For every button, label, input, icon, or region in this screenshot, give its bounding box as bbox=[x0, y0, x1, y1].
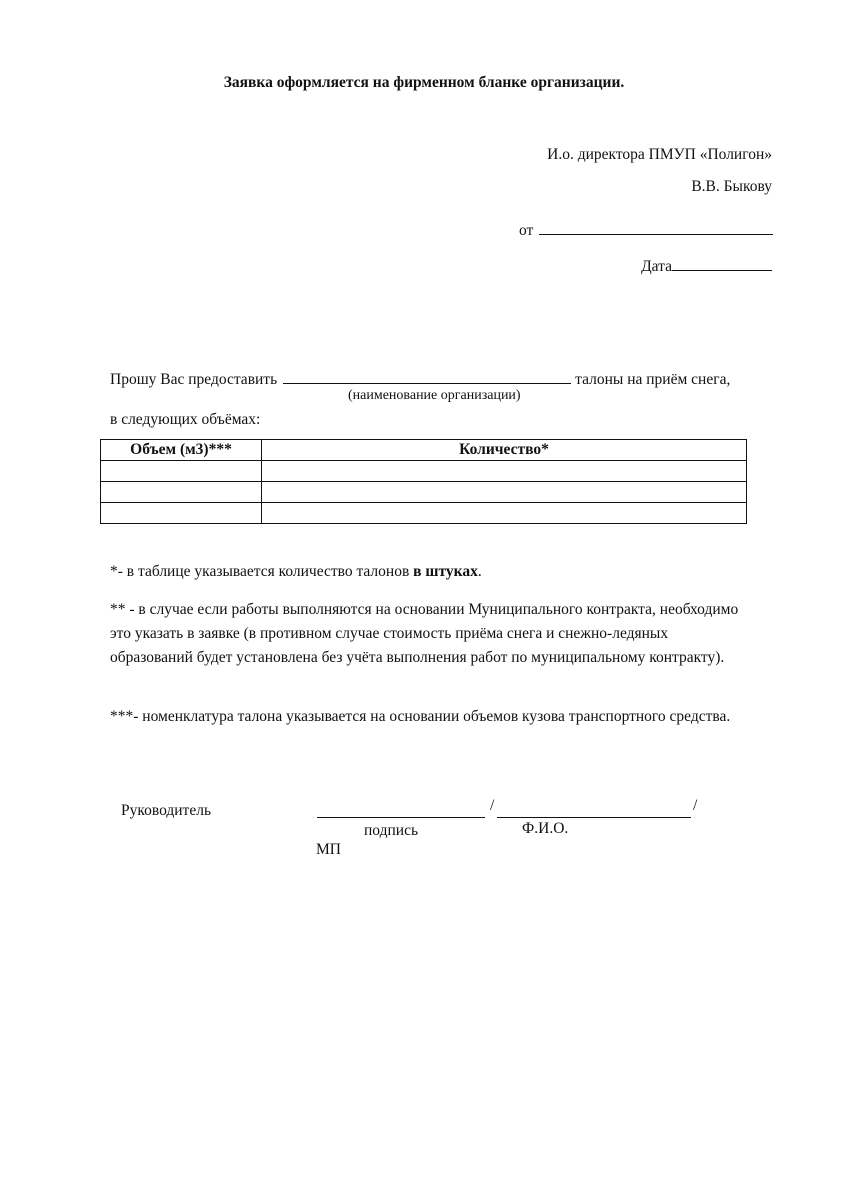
request-prefix: Прошу Вас предоставить bbox=[110, 371, 278, 388]
table-row bbox=[101, 482, 747, 503]
fio-hint: Ф.И.О. bbox=[522, 820, 569, 837]
header-volume: Объем (м3)*** bbox=[101, 440, 262, 461]
organization-hint: (наименование организации) bbox=[348, 388, 521, 403]
footnote-1-bold: в штуках bbox=[413, 563, 478, 580]
volume-cell[interactable] bbox=[101, 461, 262, 482]
document-title: Заявка оформляется на фирменном бланке организации. bbox=[223, 74, 625, 91]
from-blank-line[interactable] bbox=[539, 220, 773, 235]
quantity-cell[interactable] bbox=[262, 503, 747, 524]
organization-blank-line[interactable] bbox=[283, 369, 571, 384]
volume-cell[interactable] bbox=[101, 503, 262, 524]
volumes-table bbox=[100, 439, 747, 524]
stamp-label: МП bbox=[316, 841, 341, 858]
signature-end-slash: / bbox=[693, 797, 698, 814]
addressee-position: И.о. директора ПМУП «Полигон» bbox=[547, 146, 772, 163]
table-row bbox=[101, 503, 747, 524]
from-field bbox=[519, 220, 773, 240]
footnote-2: ** - в случае если работы выполняются на основании Муниципального контракта, необходимо это указать в заявке (в противном случае стоимость приёма снега и снежно-ледяных образований будет установлена без учёта выполнения работ по муниципальному контракту). bbox=[110, 601, 739, 666]
addressee-name: В.В. Быкову bbox=[691, 178, 772, 195]
signature-blank-line[interactable] bbox=[317, 817, 485, 818]
footnote-1 bbox=[110, 563, 482, 581]
table-row bbox=[101, 461, 747, 482]
footnote-1-suffix: . bbox=[477, 563, 482, 580]
from-label: от bbox=[519, 222, 534, 239]
date-label: Дата bbox=[641, 258, 672, 275]
volume-cell[interactable] bbox=[101, 482, 262, 503]
date-blank-line[interactable] bbox=[672, 256, 772, 271]
fio-blank-line[interactable] bbox=[497, 817, 691, 818]
table-header-row bbox=[101, 440, 747, 461]
date-field bbox=[641, 256, 772, 276]
footnote-3: ***- номенклатура талона указывается на основании объемов кузова транспортного средства. bbox=[110, 708, 731, 725]
signature-hint: подпись bbox=[364, 822, 419, 839]
request-sentence bbox=[110, 369, 730, 389]
footnote-1-prefix: *- в таблице указывается количество талонов bbox=[110, 563, 414, 580]
quantity-cell[interactable] bbox=[262, 482, 747, 503]
signature-separator: / bbox=[490, 797, 495, 814]
volumes-line: в следующих объёмах: bbox=[110, 411, 261, 428]
request-suffix: талоны на приём снега, bbox=[575, 371, 731, 388]
head-label: Руководитель bbox=[121, 802, 212, 819]
header-quantity: Количество* bbox=[262, 440, 747, 461]
quantity-cell[interactable] bbox=[262, 461, 747, 482]
